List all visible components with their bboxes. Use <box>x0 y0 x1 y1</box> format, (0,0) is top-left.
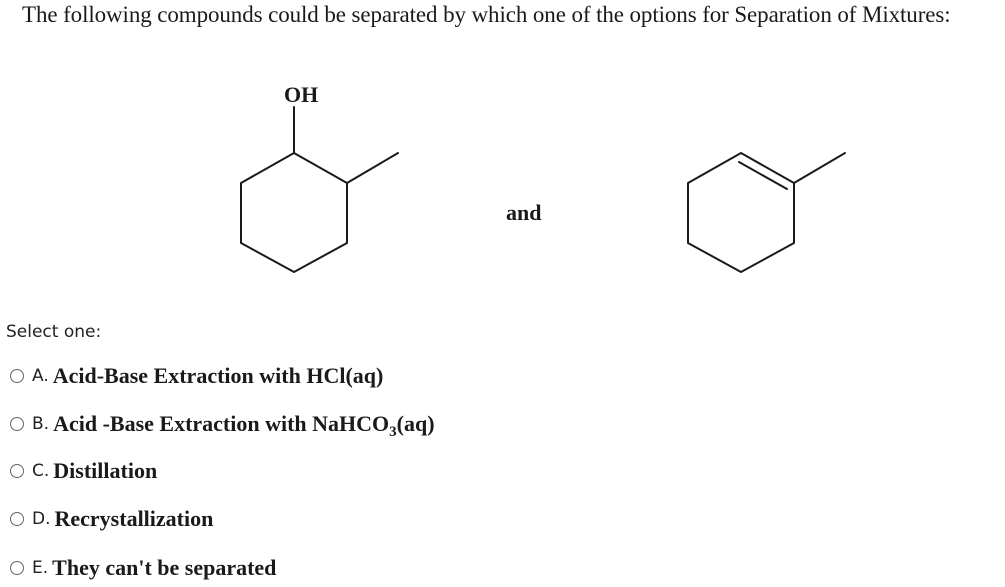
option-text-tail: (aq) <box>396 411 435 436</box>
radio-e[interactable] <box>10 561 24 575</box>
option-text: They can't be separated <box>52 555 277 580</box>
option-letter: B. <box>32 414 50 434</box>
option-letter: C. <box>32 461 50 481</box>
option-letter: D. <box>32 509 51 529</box>
hydroxyl-label: OH <box>284 82 319 107</box>
option-letter: E. <box>32 558 49 578</box>
option-text <box>53 411 435 440</box>
option-b[interactable] <box>10 408 435 440</box>
right-molecule <box>688 153 845 272</box>
radio-a[interactable] <box>10 369 24 383</box>
option-text-main: Acid -Base Extraction with NaHCO <box>53 411 390 436</box>
option-text: Distillation <box>53 458 158 483</box>
radio-d[interactable] <box>10 512 24 526</box>
radio-b[interactable] <box>10 417 24 431</box>
question-text: The following compounds could be separated by which one of the options for Separation of Mixtures: <box>22 2 951 27</box>
option-subscript: 3 <box>389 424 397 440</box>
option-d[interactable] <box>10 503 213 535</box>
option-e[interactable] <box>10 552 276 584</box>
option-letter: A. <box>32 366 49 386</box>
select-one-prompt: Select one: <box>6 322 102 342</box>
option-a[interactable] <box>10 360 383 392</box>
connector-and: and <box>506 200 542 225</box>
option-c[interactable] <box>10 455 157 487</box>
option-text: Recrystallization <box>54 506 214 531</box>
left-molecule <box>241 107 398 272</box>
option-text: Acid-Base Extraction with HCl(aq) <box>52 363 384 388</box>
radio-c[interactable] <box>10 464 24 478</box>
